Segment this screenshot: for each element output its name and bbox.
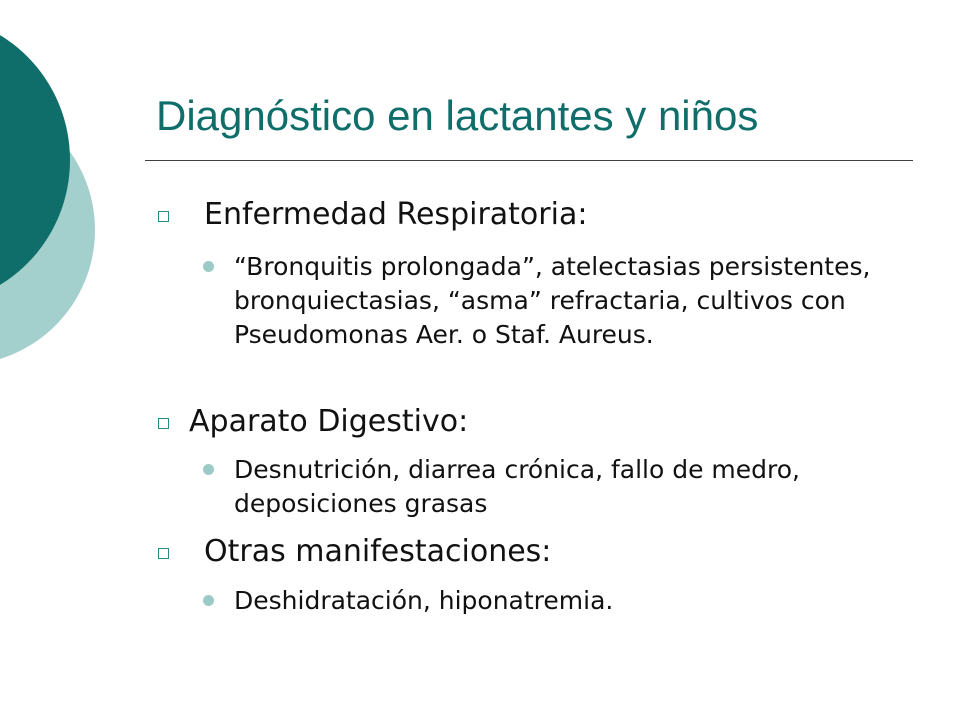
list-item-text: Desnutrición, diarrea crónica, fallo de medro, deposiciones grasas xyxy=(234,455,800,518)
section-heading-text: Otras manifestaciones: xyxy=(204,534,552,569)
slide-title: Diagnóstico en lactantes y niños xyxy=(156,92,759,139)
list-item xyxy=(203,453,874,521)
title-divider xyxy=(145,160,913,161)
square-bullet-icon xyxy=(158,211,169,222)
dot-bullet-icon xyxy=(203,595,214,606)
square-bullet-icon xyxy=(158,418,169,429)
section-heading-text: Enfermedad Respiratoria: xyxy=(204,197,588,232)
section-heading-digestive xyxy=(158,404,468,440)
list-item-text: Deshidratación, hiponatremia. xyxy=(234,586,614,615)
dot-bullet-icon xyxy=(203,261,214,272)
section-heading-text: Aparato Digestivo: xyxy=(189,404,469,439)
dot-bullet-icon xyxy=(203,464,214,475)
section-heading-other xyxy=(158,534,551,570)
list-item xyxy=(203,584,874,618)
square-bullet-icon xyxy=(158,548,169,559)
section-heading-respiratory xyxy=(158,197,587,233)
list-item xyxy=(203,250,874,352)
list-item-text: “Bronquitis prolongada”, atelectasias persistentes, bronquiectasias, “asma” refractaria, cultivos con Pseudomonas Aer. o Staf. Aureus. xyxy=(234,252,871,349)
